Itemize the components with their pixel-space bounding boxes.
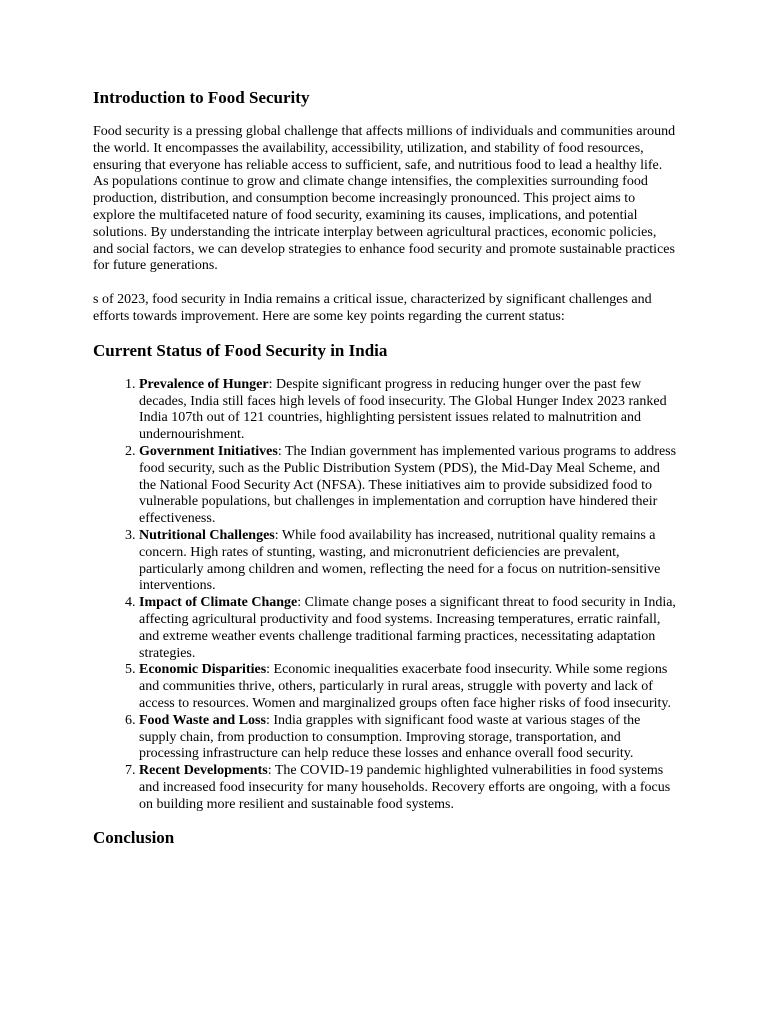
list-item-text: : Despite significant progress in reducing hunger over the past few decades, India still faces high levels of food insecurity. The Global Hunger Index 2023 ranked India 107th out of 121 countries, highlighting persistent issues related to malnutrition and undernourishment. [139, 376, 667, 443]
list-item-text: : The Indian government has implemented various programs to address food security, such as the Public Distribution System (PDS), the Mid-Day Meal Scheme, and the National Food Security Act (NFSA). These initiatives aim to provide subsidized food to vulnerable populations, but challenges in implementation and corruption have hindered their effectiveness. [139, 443, 677, 527]
list-item-title: Nutritional Challenges [139, 527, 275, 543]
list-item [139, 662, 678, 712]
heading-conclusion: Conclusion [93, 828, 175, 848]
list-item-text: : While food availability has increased, nutritional quality remains a concern. High rates of stunting, wasting, and micronutrient deficiencies are prevalent, particularly among children and women, reflecting the need for a focus on nutrition-sensitive interventions. [139, 527, 661, 594]
list-item-text: : Climate change poses a significant threat to food security in India, affecting agricultural productivity and food systems. Increasing temperatures, erratic rainfall, and extreme weather events challenge traditional farming practices, necessitating adaptation strategies. [139, 595, 676, 661]
status-paragraph: s of 2023, food security in India remains a critical issue, characterized by significant challenges and efforts towards improvement. Here are some key points regarding the current status: [93, 292, 652, 324]
list-item-title: Prevalence of Hunger [139, 376, 269, 392]
list-item-title: Recent Developments [139, 763, 268, 779]
list-item [139, 377, 678, 444]
list-item [139, 444, 678, 528]
list-item-text: : Economic inequalities exacerbate food insecurity. While some regions and communities thrive, others, particularly in rural areas, struggle with poverty and lack of access to resources. Women and marginalized groups often face higher risks of food insecurity. [139, 662, 671, 711]
list-item [139, 713, 678, 763]
key-points-list [93, 377, 678, 814]
list-item-title: Impact of Climate Change [139, 595, 298, 611]
list-item [139, 595, 678, 662]
list-item-title: Government Initiatives [139, 443, 278, 459]
list-item-title: Food Waste and Loss [139, 712, 266, 728]
heading-introduction: Introduction to Food Security [93, 88, 310, 107]
list-item-title: Economic Disparities [139, 662, 267, 678]
list-item [139, 528, 678, 595]
list-item [139, 763, 678, 813]
list-item-text: : India grapples with significant food waste at various stages of the supply chain, from production to consumption. Improving storage, transportation, and processing infrastructure can help reduce these losses and enhance overall food security. [139, 712, 641, 762]
heading-current-status: Current Status of Food Security in India [93, 340, 388, 360]
document-page [93, 87, 678, 849]
list-item-text: : The COVID-19 pandemic highlighted vulnerabilities in food systems and increased food insecurity for many households. Recovery efforts are ongoing, with a focus on building more resilient and sustainable food systems. [139, 763, 671, 812]
intro-paragraph: Food security is a pressing global challenge that affects millions of individuals and communities around the world. It encompasses the availability, accessibility, utilization, and stability of food resources, ensuring that everyone has reliable access to sufficient, safe, and nutritious food to lead a healthy life. As populations continue to grow and climate change intensifies, the complexities surrounding food production, distribution, and consumption become increasingly pronounced. This project aims to explore the multifaceted nature of food security, examining its causes, implications, and potential solutions. By understanding the intricate interplay between agricultural practices, economic policies, and social factors, we can develop strategies to enhance food security and promote sustainable practices for future generations. [93, 124, 676, 274]
